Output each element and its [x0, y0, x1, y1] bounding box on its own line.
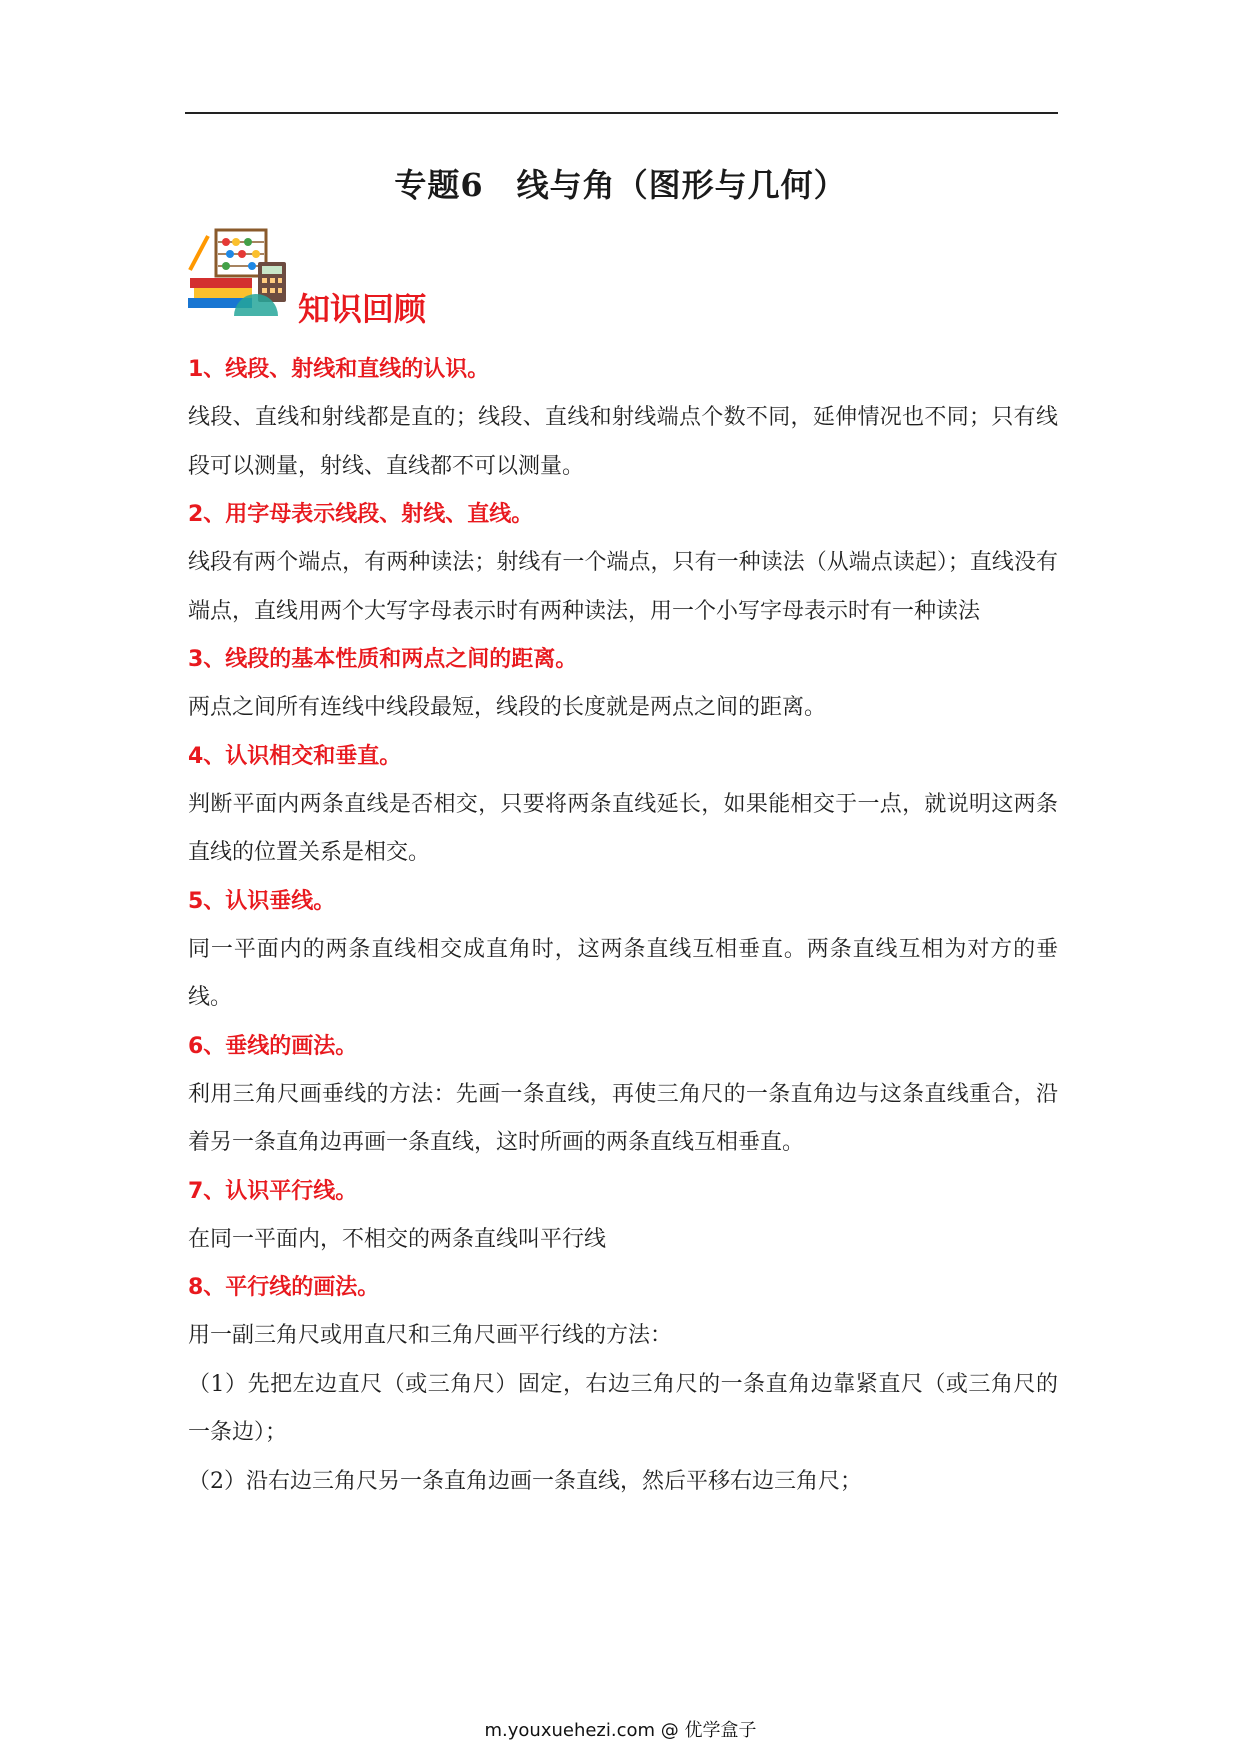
section-2 [188, 491, 1058, 636]
section-8 [188, 1264, 1058, 1506]
section-paragraph: 在同一平面内，不相交的两条直线叫平行线 [188, 1226, 607, 1252]
section-paragraph: 用一副三角尺或用直尺和三角尺画平行线的方法： [188, 1323, 673, 1348]
page-title: 专题6 线与角（图形与几何） [394, 166, 847, 204]
section-heading: 4、认识相交和垂直。 [188, 743, 402, 769]
section-paragraph: 利用三角尺画垂线的方法：先画一条直线，再使三角尺的一条直角边与这条直线重合，沿着另一条直角边再画一条直线，这时所画的两条直线互相垂直。 [188, 1081, 1058, 1155]
section-5 [188, 878, 1058, 1023]
section-paragraph: 同一平面内的两条直线相交成直角时，这两条直线互相垂直。两条直线互相为对方的垂线。 [188, 936, 1058, 1010]
section-step: （1）先把左边直尺（或三角尺）固定，右边三角尺的一条直角边靠紧直尺（或三角尺的一条边）； [188, 1371, 1058, 1445]
section-heading: 2、用字母表示线段、射线、直线。 [188, 502, 534, 527]
section-3 [188, 636, 1058, 733]
section-heading: 8、平行线的画法。 [188, 1275, 380, 1300]
section-heading: 3、线段的基本性质和两点之间的距离。 [188, 647, 578, 672]
section-paragraph: 判断平面内两条直线是否相交，只要将两条直线延长，如果能相交于一点，就说明这两条直线的位置关系是相交。 [188, 791, 1058, 865]
header-rule [185, 112, 1058, 114]
section-heading: 6、垂线的画法。 [188, 1033, 358, 1059]
knowledge-content [188, 346, 1058, 1506]
section-heading: 5、认识垂线。 [188, 888, 336, 914]
section-6 [188, 1023, 1058, 1168]
section-paragraph: 线段、直线和射线都是直的；线段、直线和射线端点个数不同，延伸情况也不同；只有线段可以测量，射线、直线都不可以测量。 [188, 405, 1058, 479]
math-tools-icon [186, 226, 290, 318]
section-heading: 1、线段、射线和直线的认识。 [188, 357, 490, 382]
section-4 [188, 733, 1058, 878]
section-paragraph: 两点之间所有连线中线段最短，线段的长度就是两点之间的距离。 [188, 695, 827, 720]
section-heading: 7、认识平行线。 [188, 1178, 358, 1204]
section-step: （2）沿右边三角尺另一条直角边画一条直线，然后平移右边三角尺； [188, 1468, 862, 1494]
section-1 [188, 346, 1058, 491]
knowledge-review-header [186, 226, 486, 326]
knowledge-review-label: 知识回顾 [298, 290, 427, 328]
section-paragraph: 线段有两个端点，有两种读法；射线有一个端点，只有一种读法（从端点读起）；直线没有端点，直线用两个大写字母表示时有两种读法，用一个小写字母表示时有一种读法 [188, 550, 1058, 624]
section-7 [188, 1168, 1058, 1265]
footer-watermark: m.youxuehezi.com @ 优学盒子 [484, 1720, 757, 1741]
